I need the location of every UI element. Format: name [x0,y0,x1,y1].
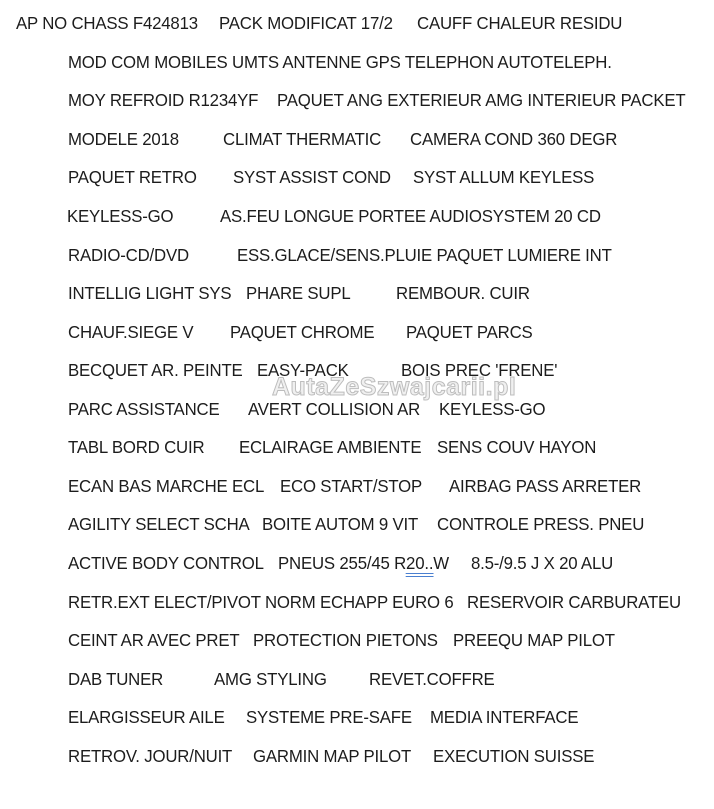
equipment-line [0,360,714,380]
equipment-token: PAQUET CHROME [230,322,375,342]
equipment-token: 8.5-/9.5 J X 20 ALU [471,553,614,573]
equipment-token: AIRBAG PASS ARRETER [449,476,642,496]
equipment-token: MOD COM MOBILES UMTS ANTENNE GPS TELEPHON AUTOTELEPH. [68,52,612,72]
equipment-line [0,322,714,342]
equipment-token: ELARGISSEUR AILE [68,707,225,727]
equipment-line [0,669,714,689]
equipment-token [278,553,449,577]
equipment-token: KEYLESS-GO [67,206,174,226]
equipment-line [0,245,714,265]
equipment-token: PROTECTION PIETONS [253,630,438,650]
equipment-token: EXECUTION SUISSE [433,746,595,766]
equipment-token: CEINT AR AVEC PRET [68,630,240,650]
equipment-token: PAQUET RETRO [68,167,197,187]
equipment-token: CLIMAT THERMATIC [223,129,382,149]
equipment-line [0,283,714,303]
equipment-token: BOITE AUTOM 9 VIT [262,514,419,534]
equipment-line [0,630,714,650]
equipment-token: EASY-PACK [257,360,349,380]
equipment-token: PREEQU MAP PILOT [453,630,615,650]
equipment-token: BECQUET AR. PEINTE [68,360,243,380]
equipment-token: ESS.GLACE/SENS.PLUIE PAQUET LUMIERE INT [237,245,612,265]
equipment-token: SENS COUV HAYON [437,437,597,457]
equipment-token: REVET.COFFRE [369,669,495,689]
equipment-line [0,514,714,534]
equipment-token: PARC ASSISTANCE [68,399,220,419]
equipment-token: MODELE 2018 [68,129,179,149]
equipment-line [0,399,714,419]
equipment-line [0,592,714,612]
equipment-token: ACTIVE BODY CONTROL [68,553,264,573]
equipment-token: AGILITY SELECT SCHA [68,514,250,534]
equipment-token: AVERT COLLISION AR [248,399,421,419]
equipment-line [0,206,714,226]
equipment-line [0,13,714,33]
equipment-line [0,707,714,727]
equipment-token: GARMIN MAP PILOT [253,746,412,766]
equipment-line [0,167,714,187]
equipment-token: AMG STYLING [214,669,327,689]
equipment-token: PACK MODIFICAT 17/2 [219,13,393,33]
equipment-token: KEYLESS-GO [439,399,546,419]
equipment-line [0,90,714,110]
equipment-token-part: W [433,553,449,573]
equipment-token: CHAUF.SIEGE V [68,322,194,342]
equipment-token: SYST ASSIST COND [233,167,391,187]
equipment-token: CAUFF CHALEUR RESIDU [417,13,623,33]
equipment-token: PAQUET ANG EXTERIEUR AMG INTERIEUR PACKET [277,90,686,110]
equipment-line [0,52,714,72]
equipment-token: SYST ALLUM KEYLESS [413,167,595,187]
equipment-token: BOIS PREC 'FRENE' [401,360,558,380]
equipment-line [0,437,714,457]
equipment-token: MOY REFROID R1234YF [68,90,259,110]
equipment-line [0,476,714,496]
equipment-token: AP NO CHASS F424813 [16,13,198,33]
equipment-token: DAB TUNER [68,669,164,689]
equipment-line [0,129,714,149]
equipment-token: RADIO-CD/DVD [68,245,189,265]
equipment-token: ECO START/STOP [280,476,423,496]
equipment-token: SYSTEME PRE-SAFE [246,707,412,727]
equipment-token: REMBOUR. CUIR [396,283,530,303]
equipment-token: PHARE SUPL [246,283,351,303]
equipment-token: RETROV. JOUR/NUIT [68,746,233,766]
equipment-line [0,746,714,766]
equipment-token: ECAN BAS MARCHE ECL [68,476,265,496]
equipment-line [0,553,714,573]
equipment-token: RESERVOIR CARBURATEU [467,592,681,612]
watermark: AutaZeSzwajcarii.pl [272,373,517,401]
equipment-token-part: PNEUS 255/45 R [278,553,407,573]
equipment-token: INTELLIG LIGHT SYS [68,283,232,303]
spellcheck-underlined-text: 20.. [406,553,433,577]
equipment-token: TABL BORD CUIR [68,437,205,457]
equipment-token: AS.FEU LONGUE PORTEE AUDIOSYSTEM 20 CD [220,206,601,226]
equipment-token: PAQUET PARCS [406,322,533,342]
equipment-token: CONTROLE PRESS. PNEU [437,514,645,534]
equipment-token: CAMERA COND 360 DEGR [410,129,618,149]
equipment-token: RETR.EXT ELECT/PIVOT NORM ECHAPP EURO 6 [68,592,454,612]
equipment-token: MEDIA INTERFACE [430,707,579,727]
equipment-token: ECLAIRAGE AMBIENTE [239,437,422,457]
